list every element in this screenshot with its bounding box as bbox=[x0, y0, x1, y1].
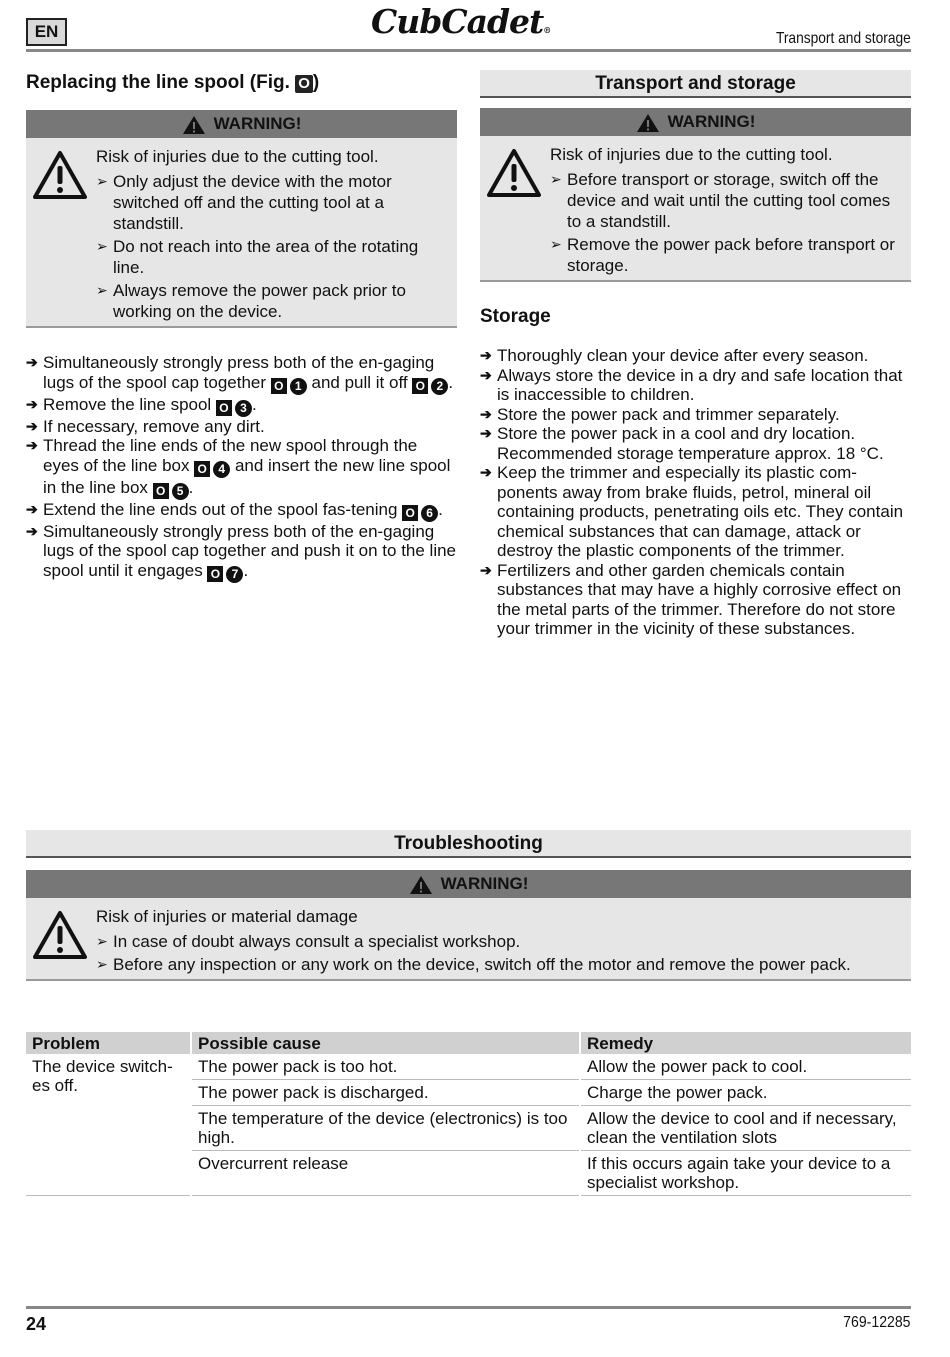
brand-logo bbox=[371, 2, 550, 41]
step-item: ➔ Always store the device in a dry and safe location that is inaccessible to children. bbox=[480, 366, 911, 405]
warning-icon bbox=[409, 875, 433, 895]
warning-header bbox=[26, 870, 911, 898]
step-text: and insert the new line spool in the line box bbox=[43, 455, 451, 497]
callout-number: 5 bbox=[172, 483, 189, 500]
storage-steps bbox=[480, 346, 911, 639]
step-end: . bbox=[438, 499, 443, 519]
warning-list bbox=[96, 171, 447, 322]
cause-cell: The power pack is too hot. bbox=[191, 1054, 580, 1080]
fig-ref: O bbox=[402, 505, 418, 521]
warning-large-icon bbox=[486, 148, 542, 198]
document-number: 769-12285 bbox=[843, 1314, 911, 1331]
cause-cell: The power pack is discharged. bbox=[191, 1080, 580, 1106]
heading-suffix: ) bbox=[312, 72, 320, 93]
step-item: ➔ Keep the trimmer and especially its plastic com-ponents away from brake fluids, petrol, mineral oil containing products, penetrating oils etc. They contain chemical substances that can damage, attack or destroy the plastic components of the trimmer. bbox=[480, 463, 911, 561]
warning-box-troubleshooting bbox=[26, 870, 911, 981]
warning-header bbox=[26, 110, 457, 138]
warning-body bbox=[26, 898, 911, 979]
warning-label: WARNING! bbox=[440, 874, 529, 893]
step-end: . bbox=[251, 394, 257, 414]
warning-item: ➢ Only adjust the device with the motor switched off and the cutting tool at a standstill. bbox=[96, 171, 447, 234]
heading-text: Replacing the line spool (Fig. bbox=[26, 72, 296, 93]
figure-reference: O bbox=[295, 75, 313, 93]
step-text: Simultaneously strongly press both of the en-gaging lugs of the spool cap together and push it on to the line spool until it engages bbox=[43, 521, 457, 580]
table-row bbox=[26, 1054, 911, 1080]
warning-label: WARNING! bbox=[667, 112, 756, 131]
warning-body bbox=[26, 138, 457, 326]
step-item bbox=[26, 500, 457, 522]
remedy-cell: If this occurs again take your device to a specialist workshop. bbox=[580, 1151, 911, 1196]
step-item bbox=[26, 522, 457, 583]
cause-cell: Overcurrent release bbox=[191, 1151, 580, 1196]
warning-list bbox=[550, 169, 901, 276]
fig-ref: O bbox=[153, 483, 169, 499]
registered-mark: ® bbox=[543, 25, 551, 35]
left-column bbox=[26, 70, 457, 583]
table-header-row bbox=[26, 1032, 911, 1054]
troubleshooting-heading: Troubleshooting bbox=[26, 830, 911, 858]
warning-large-icon bbox=[32, 150, 88, 200]
warning-item: ➢ Do not reach into the area of the rotating line. bbox=[96, 236, 447, 278]
transport-storage-heading: Transport and storage bbox=[480, 70, 911, 98]
column-header-problem: Problem bbox=[26, 1032, 191, 1054]
footer-divider bbox=[26, 1306, 911, 1309]
callout-number: 7 bbox=[226, 566, 243, 583]
warning-box-transport bbox=[480, 108, 911, 282]
troubleshooting-table bbox=[26, 1032, 911, 1196]
right-column bbox=[480, 70, 911, 639]
fig-ref: O bbox=[207, 566, 223, 582]
warning-item: ➢ Before transport or storage, switch off the device and wait until the cutting tool comes to a standstill. bbox=[550, 169, 901, 232]
warning-icon bbox=[636, 113, 660, 133]
callout-number: 4 bbox=[213, 461, 230, 478]
running-section-title: Transport and storage bbox=[776, 30, 911, 47]
brand-logo-text: CubCadet bbox=[371, 2, 544, 41]
callout-number: 2 bbox=[431, 378, 448, 395]
callout-number: 3 bbox=[235, 400, 252, 417]
warning-item: ➢ Before any inspection or any work on the device, switch off the motor and remove the power pack. bbox=[96, 954, 901, 975]
fig-ref: O bbox=[216, 400, 232, 416]
warning-list bbox=[96, 931, 901, 975]
step-text: Thread the line ends of the new spool through the eyes of the line box bbox=[43, 436, 418, 475]
warning-label: WARNING! bbox=[213, 114, 302, 133]
step-text: Remove the line spool bbox=[43, 394, 216, 414]
warning-icon bbox=[182, 115, 206, 135]
header-divider bbox=[26, 49, 911, 52]
warning-item: ➢ Always remove the power pack prior to working on the device. bbox=[96, 280, 447, 322]
page-number: 24 bbox=[26, 1314, 47, 1334]
spool-steps bbox=[26, 353, 457, 583]
warning-intro: Risk of injuries due to the cutting tool. bbox=[550, 145, 833, 164]
step-item: ➔ Fertilizers and other garden chemicals contain substances that may have a highly corrosive effect on the metal parts of the trimmer. Therefore do not store your trimmer in the vicinity of these substances. bbox=[480, 561, 911, 639]
warning-box-spool bbox=[26, 110, 457, 328]
language-badge: EN bbox=[26, 18, 67, 46]
warning-intro: Risk of injuries due to the cutting tool. bbox=[96, 147, 379, 166]
problem-cell: The device switch-es off. bbox=[26, 1054, 191, 1196]
step-end: . bbox=[188, 477, 194, 497]
warning-large-icon bbox=[32, 910, 88, 960]
step-text: Extend the line ends out of the spool fas-tening bbox=[43, 499, 403, 519]
step-item: ➔ Thoroughly clean your device after every season. bbox=[480, 346, 911, 366]
troubleshooting-section bbox=[26, 830, 911, 981]
step-end: . bbox=[448, 372, 454, 392]
step-item bbox=[26, 417, 457, 437]
callout-number: 1 bbox=[290, 378, 307, 395]
fig-ref: O bbox=[412, 378, 428, 394]
page-header bbox=[26, 0, 911, 52]
step-text: Simultaneously strongly press both of the en-gaging lugs of the spool cap together bbox=[43, 353, 435, 392]
warning-header bbox=[480, 108, 911, 136]
remedy-cell: Allow the power pack to cool. bbox=[580, 1054, 911, 1080]
fig-ref: O bbox=[271, 378, 287, 394]
step-item bbox=[26, 395, 457, 417]
column-header-remedy: Remedy bbox=[580, 1032, 911, 1054]
replacing-spool-heading bbox=[26, 72, 457, 110]
remedy-cell: Charge the power pack. bbox=[580, 1080, 911, 1106]
cause-cell: The temperature of the device (electronics) is too high. bbox=[191, 1106, 580, 1151]
remedy-cell: Allow the device to cool and if necessary, clean the ventilation slots bbox=[580, 1106, 911, 1151]
storage-heading: Storage bbox=[480, 306, 551, 327]
step-item: ➔ Store the power pack and trimmer separately. bbox=[480, 405, 911, 425]
step-item: ➔ Store the power pack in a cool and dry location. Recommended storage temperature approx. 18 °C. bbox=[480, 424, 911, 463]
step-item bbox=[26, 353, 457, 395]
warning-intro: Risk of injuries or material damage bbox=[96, 907, 358, 926]
step-text: If necessary, remove any dirt. bbox=[43, 416, 265, 436]
step-end: . bbox=[243, 560, 249, 580]
column-header-cause: Possible cause bbox=[191, 1032, 580, 1054]
warning-item: ➢ In case of doubt always consult a specialist workshop. bbox=[96, 931, 901, 952]
warning-item: ➢ Remove the power pack before transport or storage. bbox=[550, 234, 901, 276]
callout-number: 6 bbox=[421, 505, 438, 522]
fig-ref: O bbox=[194, 461, 210, 477]
warning-body bbox=[480, 136, 911, 280]
step-item bbox=[26, 436, 457, 500]
step-text: and pull it off bbox=[306, 372, 413, 392]
